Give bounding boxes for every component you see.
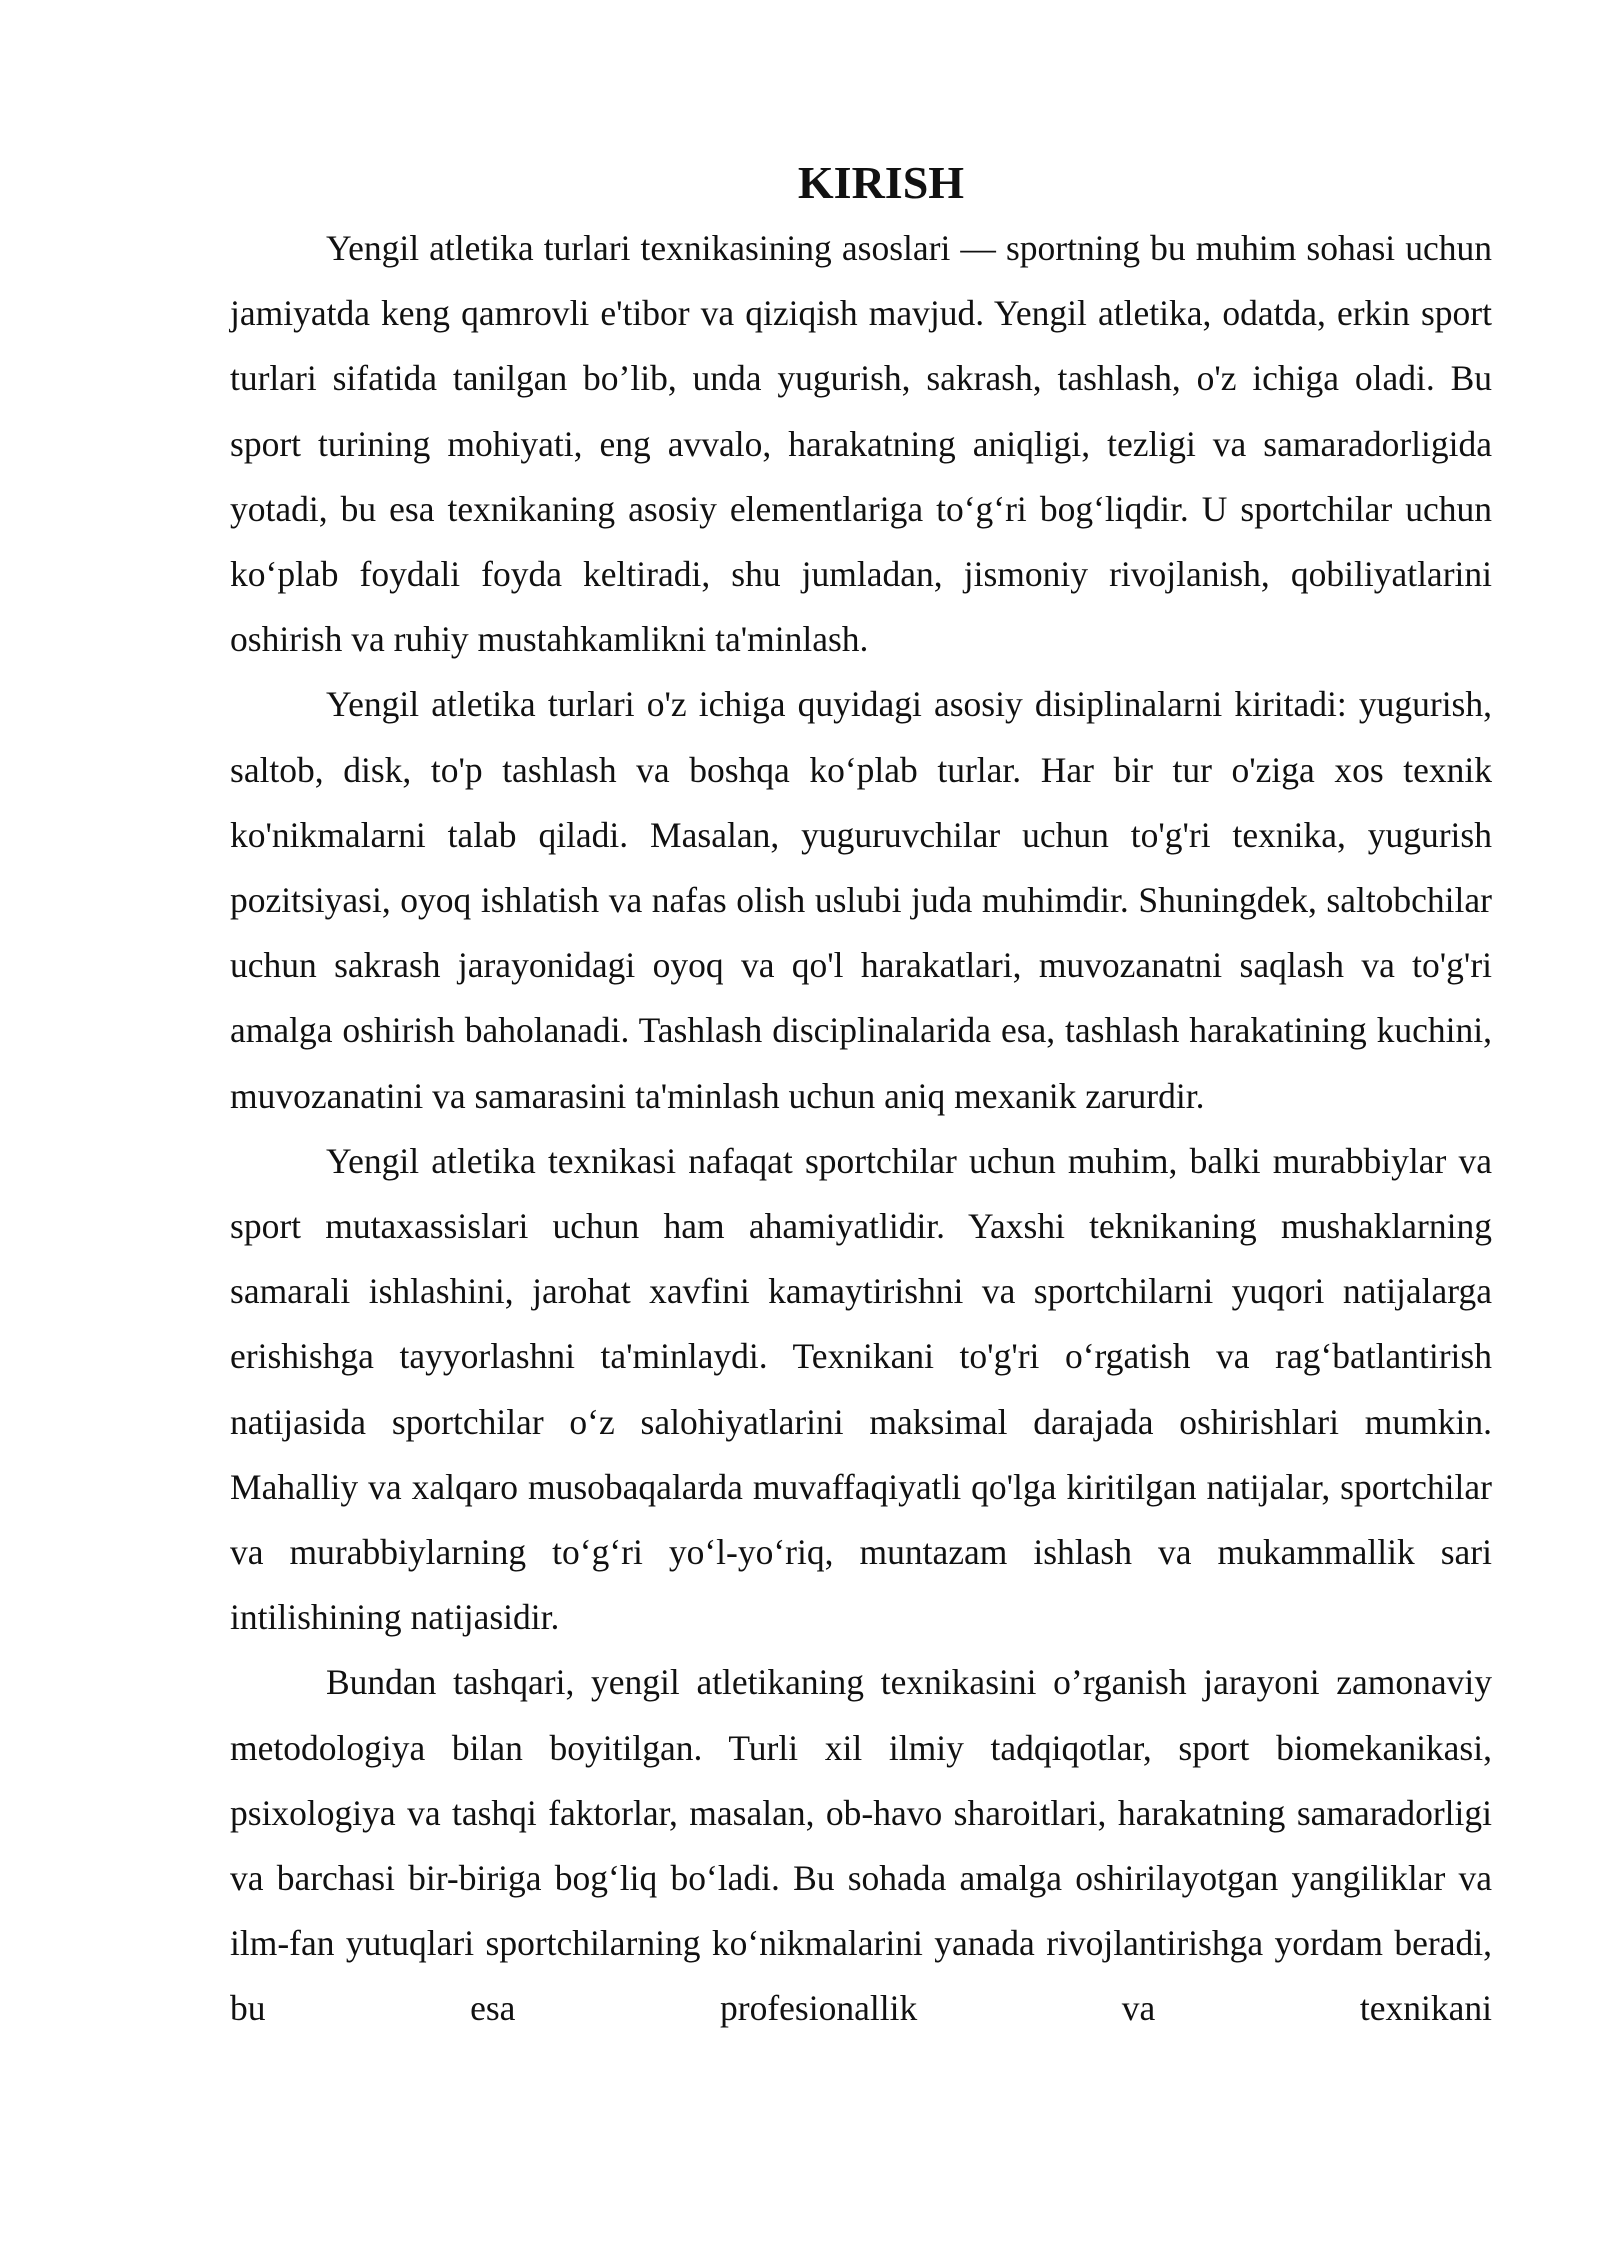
paragraph-1: Yengil atletika turlari texnikasining asoslari — sportning bu muhim sohasi uchun jamiyatda keng qamrovli e'tibor va qiziqish mavjud. Yengil atletika, odatda, erkin sport turlari sifatida tanilgan bo’lib, unda yugurish, sakrash, tashlash, o'z ichiga oladi. Bu sport turining mohiyati, eng avvalo, harakatning aniqligi, tezligi va samaradorligida yotadi, bu esa texnikaning asosiy elementlariga to‘g‘ri bog‘liqdir. U sportchilar uchun ko‘plab foydali foyda keltiradi, shu jumladan, jismoniy rivojlanish, qobiliyatlarini oshirish va ruhiy mustahkamlikni ta'minlash. <box>230 228 1492 660</box>
page-title: KIRISH <box>797 157 965 208</box>
paragraph-2: Yengil atletika turlari o'z ichiga quyidagi asosiy disiplinalarni kiritadi: yugurish, saltob, disk, to'p tashlash va boshqa ko‘plab turlar. Har bir tur o'ziga xos texnik ko'nikmalarni talab qiladi. Masalan, yuguruvchilar uchun to'g'ri texnika, yugurish pozitsiyasi, oyoq ishlatish va nafas olish uslubi juda muhimdir. Shuningdek, saltobchilar uchun sakrash jarayonidagi oyoq va qo'l harakatlari, muvozanatni saqlash va to'g'ri amalga oshirish baholanadi. Tashlash disciplinalarida esa, tashlash harakatining kuchini, muvozanatini va samarasini ta'minlash uchun aniq mexanik zarurdir. <box>230 684 1492 1116</box>
document-body <box>230 150 1492 2042</box>
paragraph-4: Bundan tashqari, yengil atletikaning texnikasini o’rganish jarayoni zamonaviy metodologiya bilan boyitilgan. Turli xil ilmiy tadqiqotlar, sport biomekanikasi, psixologiya va tashqi faktorlar, masalan, ob-havo sharoitlari, harakatning samaradorligi va barchasi bir-biriga bog‘liq bo‘ladi. Bu sohada amalga oshirilayotgan yangiliklar va ilm-fan yutuqlari sportchilarning ko‘nikmalarini yanada rivojlantirishga yordam beradi, bu esa profesionallik va texnikani <box>230 1662 1492 2029</box>
paragraph-3: Yengil atletika texnikasi nafaqat sportchilar uchun muhim, balki murabbiylar va sport mutaxassislari uchun ham ahamiyatlidir. Yaxshi teknikaning mushaklarning samarali ishlashini, jarohat xavfini kamaytirishni va sportchilarni yuqori natijalarga erishishga tayyorlashni ta'minlaydi. Texnikani to'g'ri o‘rgatish va rag‘batlantirish natijasida sportchilar o‘z salohiyatlarini maksimal darajada oshirishlari mumkin. Mahalliy va xalqaro musobaqalarda muvaffaqiyatli qo'lga kiritilgan natijalar, sportchilar va murabbiylarning to‘g‘ri yo‘l-yo‘riq, muntazam ishlash va mukammallik sari intilishining natijasidir. <box>230 1140 1492 1638</box>
